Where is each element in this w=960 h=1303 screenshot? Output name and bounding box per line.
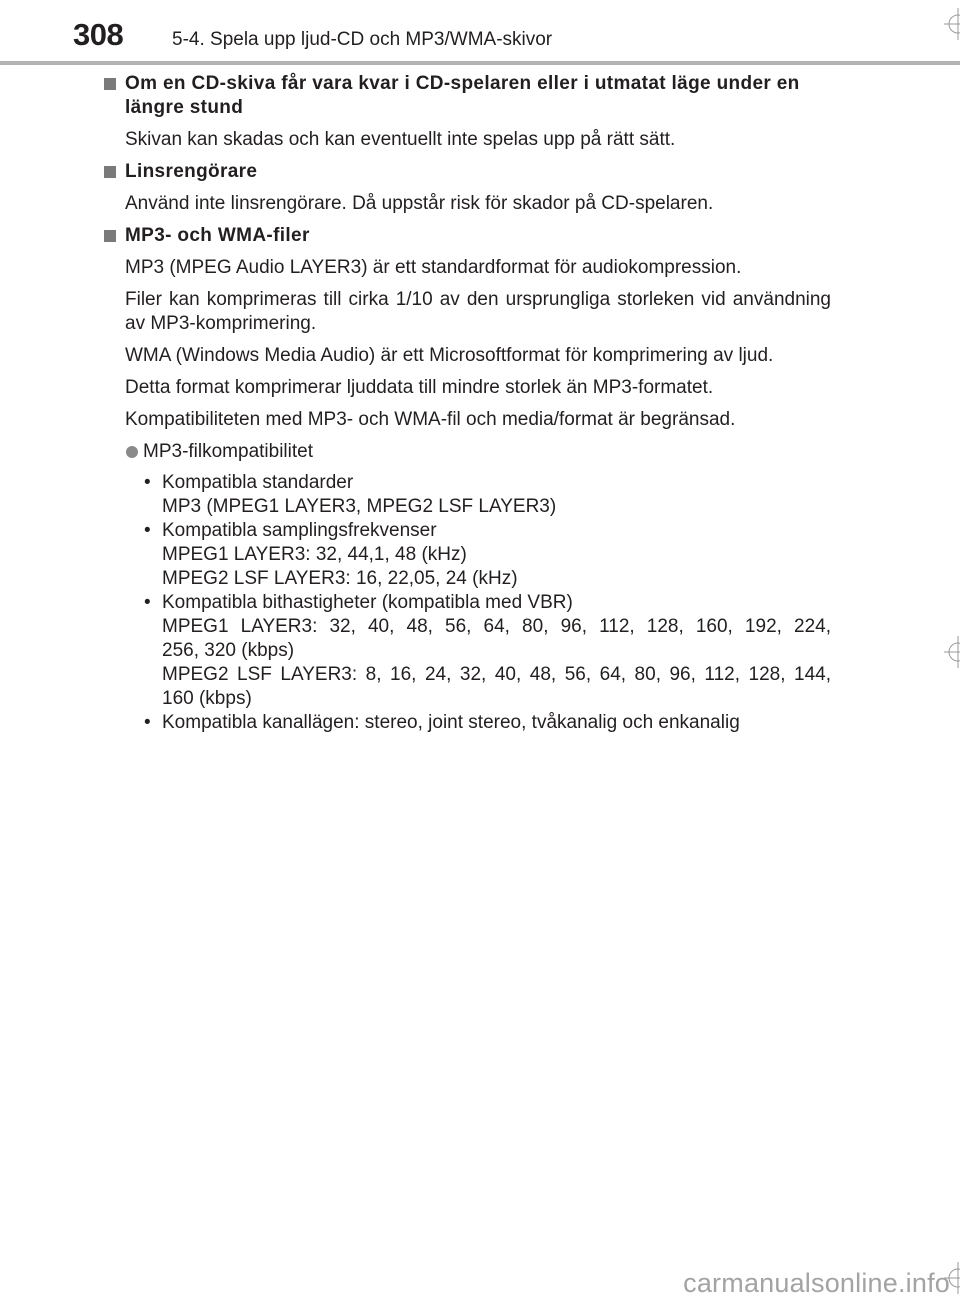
list-line: MPEG2 LSF LAYER3: 8, 16, 24, 32, 40, 48, 56, 64, 80, 96, 112, 128, 144,: [162, 664, 831, 685]
paragraph: WMA (Windows Media Audio) är ett Microsoftformat för komprimering av ljud.: [125, 345, 774, 366]
page-header: [0, 0, 960, 70]
heading-mp3-wma: [104, 224, 831, 248]
paragraph: Kompatibiliteten med MP3- och WMA-fil och media/format är begränsad.: [125, 409, 736, 430]
square-bullet-icon: [104, 166, 116, 178]
sub-heading-text: MP3-filkompatibilitet: [143, 441, 313, 462]
heading-text: Om en CD-skiva får vara kvar i CD-spelaren eller i utmatat läge under en längre stund: [125, 73, 800, 118]
list-line: Kompatibla standarder: [162, 472, 354, 493]
list-line: Kompatibla samplingsfrekvenser: [162, 520, 437, 541]
list-bullet: •: [144, 712, 151, 733]
compat-list: [104, 471, 831, 735]
list-line: Kompatibla kanallägen: stereo, joint stereo, tvåkanalig och enkanalig: [162, 712, 740, 733]
circle-bullet-icon: [126, 446, 138, 458]
list-line: MPEG1 LAYER3: 32, 40, 48, 56, 64, 80, 96, 112, 128, 160, 192, 224,: [162, 616, 831, 637]
paragraph: Filer kan komprimeras till cirka 1/10 av den ursprungliga storleken vid användning av MP3-komprimering.: [125, 289, 831, 334]
heading-lens-cleaner: [104, 160, 831, 184]
square-bullet-icon: [104, 78, 116, 90]
list-bullet: •: [144, 472, 151, 493]
heading-text: MP3- och WMA-filer: [125, 225, 310, 246]
square-bullet-icon: [104, 230, 116, 242]
paragraph: Använd inte linsrengörare. Då uppstår risk för skador på CD-spelaren.: [125, 193, 714, 214]
list-item: [141, 471, 831, 519]
section-title: 5-4. Spela upp ljud-CD och MP3/WMA-skivor: [172, 29, 553, 50]
heading-cd-left: [104, 72, 831, 120]
list-line: Kompatibla bithastigheter (kompatibla med VBR): [162, 592, 573, 613]
list-line: MPEG1 LAYER3: 32, 44,1, 48 (kHz): [162, 544, 467, 565]
page-number: 308: [73, 17, 124, 52]
paragraph: Skivan kan skadas och kan eventuellt inte spelas upp på rätt sätt.: [125, 129, 676, 150]
header-divider: [0, 61, 960, 65]
list-bullet: •: [144, 592, 151, 613]
heading-text: Linsrengörare: [125, 161, 258, 182]
list-item: [141, 591, 831, 711]
sub-heading-mp3-compat: [104, 440, 831, 464]
list-line: MPEG2 LSF LAYER3: 16, 22,05, 24 (kHz): [162, 568, 518, 589]
page-content: [104, 72, 831, 735]
list-line: 160 (kbps): [162, 688, 252, 709]
list-bullet: •: [144, 520, 151, 541]
list-line: 256, 320 (kbps): [162, 640, 295, 661]
crop-mark-icon: [944, 636, 960, 668]
paragraph: Detta format komprimerar ljuddata till mindre storlek än MP3-formatet.: [125, 377, 714, 398]
list-item: [141, 711, 831, 735]
list-item: [141, 519, 831, 591]
crop-mark-icon: [944, 8, 960, 40]
list-line: MP3 (MPEG1 LAYER3, MPEG2 LSF LAYER3): [162, 496, 557, 517]
watermark: carmanualsonline.info: [683, 1268, 950, 1298]
paragraph: MP3 (MPEG Audio LAYER3) är ett standardformat för audiokompression.: [125, 257, 742, 278]
